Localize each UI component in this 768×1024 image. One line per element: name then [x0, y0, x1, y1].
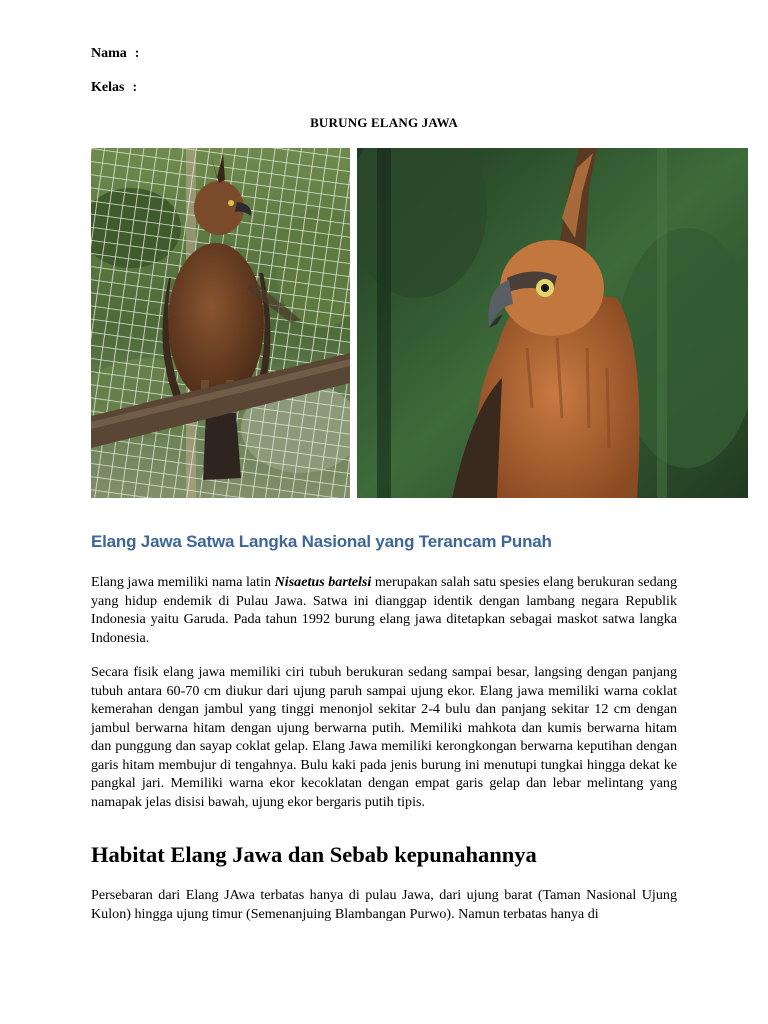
paragraph-habitat: Persebaran dari Elang JAwa terbatas hanya di pulau Jawa, dari ujung barat (Taman Nasional Ujung Kulon) hingga ujung timur (Semenanjuing Blambangan Purwo). Namun terbatas hanya di [91, 887, 677, 922]
kelas-label: Kelas [91, 80, 125, 95]
eagle-on-branch-photo [91, 148, 350, 498]
nama-field [91, 46, 139, 62]
p1-before: Elang jawa memiliki nama latin [91, 574, 275, 590]
nama-colon: : [134, 46, 140, 61]
eagle-head-closeup-photo [357, 148, 748, 498]
section-heading-habitat: Habitat Elang Jawa dan Sebab kepunahannya [91, 842, 537, 867]
kelas-colon: : [132, 80, 138, 95]
paragraph-intro [91, 573, 677, 647]
p1-after: merupakan salah satu spesies elang berukuran sedang yang hidup endemik di Pulau Jawa. Satwa ini dianggap identik dengan lambang negara Republik Indonesia yaitu Garuda. Pada tahun 1992 burung elang jawa ditetapkan sebagai maskot satwa langka Indonesia. [91, 574, 677, 646]
document-title: BURUNG ELANG JAWA [310, 115, 458, 130]
paragraph-physical-description: Secara fisik elang jawa memiliki ciri tubuh berukuran sedang sampai besar, langsing dengan panjang tubuh antara 60-70 cm diukur dari ujung paruh sampai ujung ekor. Elang jawa memiliki warna coklat kemerahan dengan jambul yang tinggi menonjol sekitar 2-4 bulu dan panjang sekitar 12 cm dengan jambul berwarna hitam dengan ujung berwarna putih. Memiliki mahkota dan kumis berwarna hitam dan punggung dan sayap coklat gelap. Elang Jawa memiliki kerongkongan berwarna keputihan dengan garis hitam membujur di tengahnya. Bulu kaki pada jenis burung ini menutupi tungkai hingga dekat ke pangkal jari. Memiliki warna ekor kecoklatan dengan empat garis gelap dan lebar melintang yang namapak jelas disisi bawah, ujung ekor bergaris putih tipis. [91, 664, 677, 810]
latin-name: Nisaetus bartelsi [274, 574, 372, 590]
kelas-field [91, 80, 137, 96]
nama-label: Nama [91, 46, 127, 61]
section-heading-elang-jawa: Elang Jawa Satwa Langka Nasional yang Terancam Punah [91, 532, 552, 551]
